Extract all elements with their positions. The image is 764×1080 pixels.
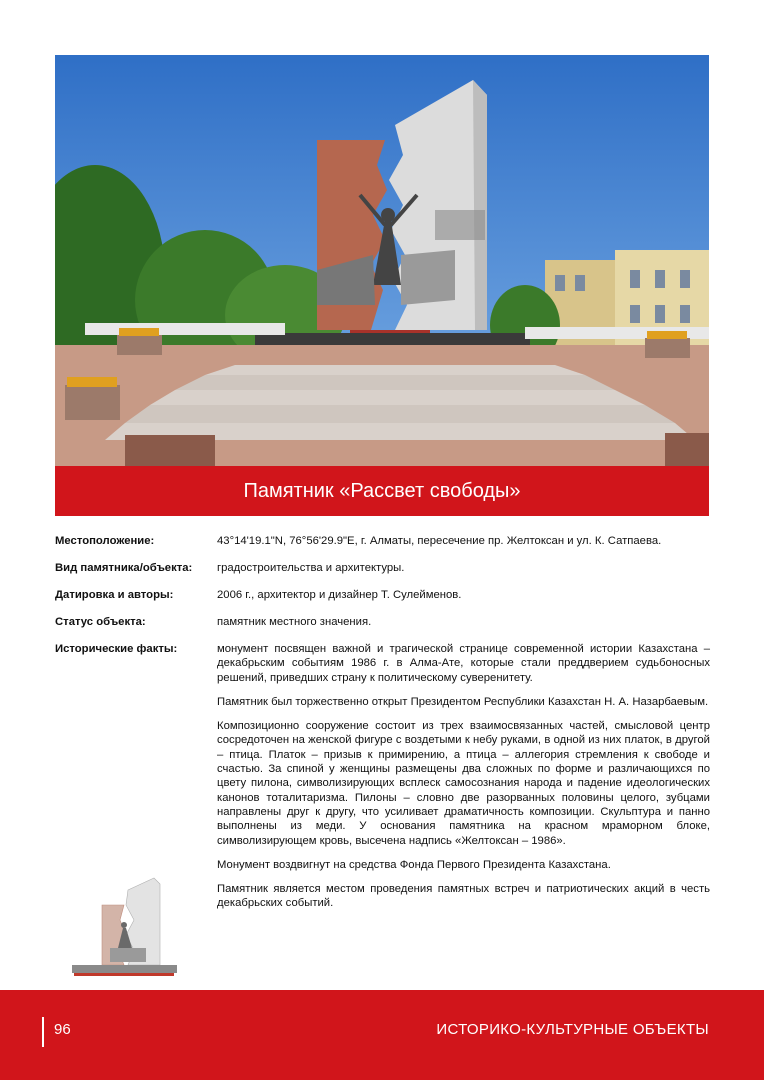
info-table [55, 534, 710, 921]
facts-paragraph: Памятник является местом проведения памятных встреч и патриотических акций в честь декабрьских событий. [217, 883, 710, 910]
row-location [55, 534, 710, 561]
monument-sketch [62, 870, 190, 982]
location-label: Местоположение: [55, 535, 155, 547]
monument-photo [55, 55, 709, 466]
row-status [55, 615, 710, 642]
page-title: Памятник «Рассвет свободы» [243, 479, 521, 502]
row-type [55, 561, 710, 588]
type-value: градостроительства и архитектуры. [217, 562, 405, 574]
location-value: 43°14'19.1"N, 76°56'29.9"E, г. Алматы, пересечение пр. Желтоксан и ул. К. Сатпаева. [217, 535, 662, 547]
facts-paragraph: монумент посвящен важной и трагической странице современной истории Казахстана – декабрьским событиям 1986 г. в Алма-Ате, которые стали преддверием судьбоносных решений, приведших страну к политическому суверенитету. [217, 643, 710, 684]
page-number-divider [42, 1017, 44, 1047]
facts-paragraph: Памятник был торжественно открыт Президентом Республики Казахстан Н. А. Назарбаевым. [217, 695, 709, 708]
type-label: Вид памятника/объекта: [55, 562, 193, 574]
facts-paragraph: Композиционно сооружение состоит из трех взаимосвязанных частей, смысловой центр сосредоточен на женской фигуре с воздетыми к небу руками, в одной из них платок, в другой – птица. Платок – призыв к примирению, а птица – аллегория стремления к свободе и счастью. За спиной у женщины размещены два сложных по форме и различающихся по цвету пилона, символизирующих всплеск самосознания народа и падение идеологических канонов тоталитаризма. Пилоны – словно две разорванных половины целого, зубцами направлены друг к другу, что усиливает драматичность композиции. Скульптура и панно выполнены из меди. У основания памятника на красном мраморном блоке, символизирующем кровь, высечена надпись «Желтоксан – 1986». [217, 720, 710, 847]
status-label: Статус объекта: [55, 616, 146, 628]
footer [0, 990, 764, 1080]
monument-photo-illustration [55, 55, 709, 466]
page-number: 96 [54, 1021, 71, 1038]
facts-text [217, 642, 710, 911]
title-bar [55, 466, 709, 516]
monument-sketch-illustration [62, 870, 190, 982]
status-value: памятник местного значения. [217, 616, 372, 628]
facts-label: Исторические факты: [55, 643, 178, 655]
dating-value: 2006 г., архитектор и дизайнер Т. Сулейменов. [217, 589, 462, 601]
dating-label: Датировка и авторы: [55, 589, 174, 601]
facts-paragraph: Монумент воздвигнут на средства Фонда Первого Президента Казахстана. [217, 858, 611, 871]
section-title: ИСТОРИКО-КУЛЬТУРНЫЕ ОБЪЕКТЫ [436, 1021, 709, 1038]
row-dating [55, 588, 710, 615]
